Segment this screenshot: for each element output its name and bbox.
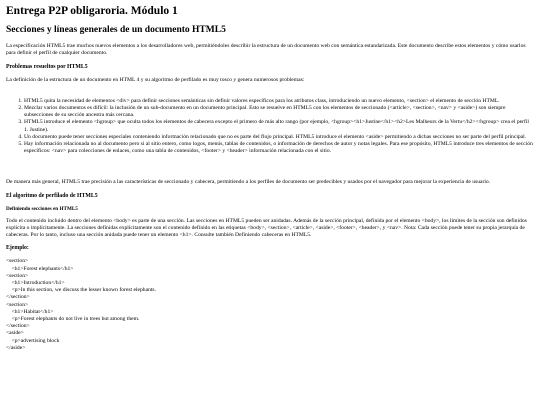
list-item: 5. Hay información relacionada no al documento pero si al sitio entero, como logos, menús, tablas de contenidos, o información de derechos de autor y notas legales. Para ese propósito, HTML5 introduce tres elementos de sección específicos: <nav> para colecciones de enlaces, como una tabla de contenidos, <footer> y <header> información relacionada con el sitio. [24,141,534,155]
code-line: <section> [6,301,29,308]
code-line: <section> [6,272,29,279]
list-item: 3. HTML5 introduce el elemento <hgroup> que oculta todos los elementos de cabecera excepto el primero de más alto rango (por ejemplo, <hgroup><h1>Justine</h1><h2>Les Malheurs de la Vertu</h2></hgroup> crea el perfil 1. Justine). [24,119,534,133]
code-line: <p>In this section, we discuss the lesser known forest elephants. [6,287,157,294]
intro-paragraph: La especificación HTML5 trae muchos nuevos elementos a los desarrolladores web, permitiéndoles describir la estructura de un documento web con semántica estandarizada. Este documento describe estos elementos y cómo usarlos para definir el perfil de cualquier documento. [6,43,526,57]
algorithm-heading: El algoritmo de perfilado de HTML5 [6,192,98,199]
code-line: </section> [6,323,30,330]
list-item: 4. Un documento puede tener secciones especiales conteniendo información relacionado que no es parte del flujo principal. HTML5 introduce el elemento <aside> permitiendo a dichas secciones no ser parte del perfil principal. [24,134,534,141]
code-example [6,258,534,352]
problems-heading: Problemas resueltos por HTML5 [6,63,88,70]
code-line: <h1>Habitat</h1> [6,308,54,315]
code-line: <p>advertising block [6,337,60,344]
code-line: <section> [6,258,29,265]
list-item: 2. Mezclar varios documentos es difícil: la inclusión de un sub-documento en un documento principal. Esto se resuelve en HTML5 con los elementos de seccionado (<article>, <section>, <nav> y <aside>) son siempre subsecciones de su sección ancestra más cercana. [24,105,534,119]
example-heading: Ejemplo: [6,245,29,252]
problems-intro: La definición de la estructura de un documento en HTML 4 y su algoritmo de perfilado es muy tosco y genera numerosos problemas: [6,76,305,83]
defining-heading: Definiendo secciones en HTML5 [6,205,78,212]
code-line: </section> [6,294,30,301]
summary-paragraph: De manera más general, HTML5 trae precisión a las características de seccionado y cabecera, permitiendo a los perfiles de documento ser predecibles y usados por el navegador para mejorar la experiencia de usuario. [6,179,491,186]
defining-paragraph: Todo el contenido incluido dentro del elemento <body> es parte de una sección. Las secciones en HTML5 pueden ser anidadas. Además de la sección principal, definida por el elemento <body>, los límites de la sección son definidos explícita o implícitamente. La secciones definidas explícitamente son el contenido definido en las etiquetas <body>, <section>, <article>, <aside>, <footer>, <header>, y <nav>. Nota: Cada sección puede tener su propia jerarquía de cabeceras. Por lo tanto, incluso una sección anidada puede tener un elemento <h1>. Consulte también Definiendo cabeceras en HTML5. [6,217,527,239]
code-line: <p>Forest elephants do not live in trees but among them. [6,315,140,322]
document-title: Entrega P2P obligaroria. Módulo 1 [6,5,178,17]
code-line: <h1>Forest elephants</h1> [6,265,74,272]
code-line: <h1>Introduction</h1> [6,279,65,286]
document-subtitle: Secciones y líneas generales de un documento HTML5 [6,24,226,35]
problems-list [6,98,534,156]
code-line: <aside> [6,330,24,337]
list-item: 1. HTML5 quita la necesidad de elementos <div> para definir secciones semánticas sin definir valores específicos para los atributos class, introduciendo un nuevo elemento, <section> el elemento de sección HTML. [24,98,534,105]
code-line: </aside> [6,344,26,351]
